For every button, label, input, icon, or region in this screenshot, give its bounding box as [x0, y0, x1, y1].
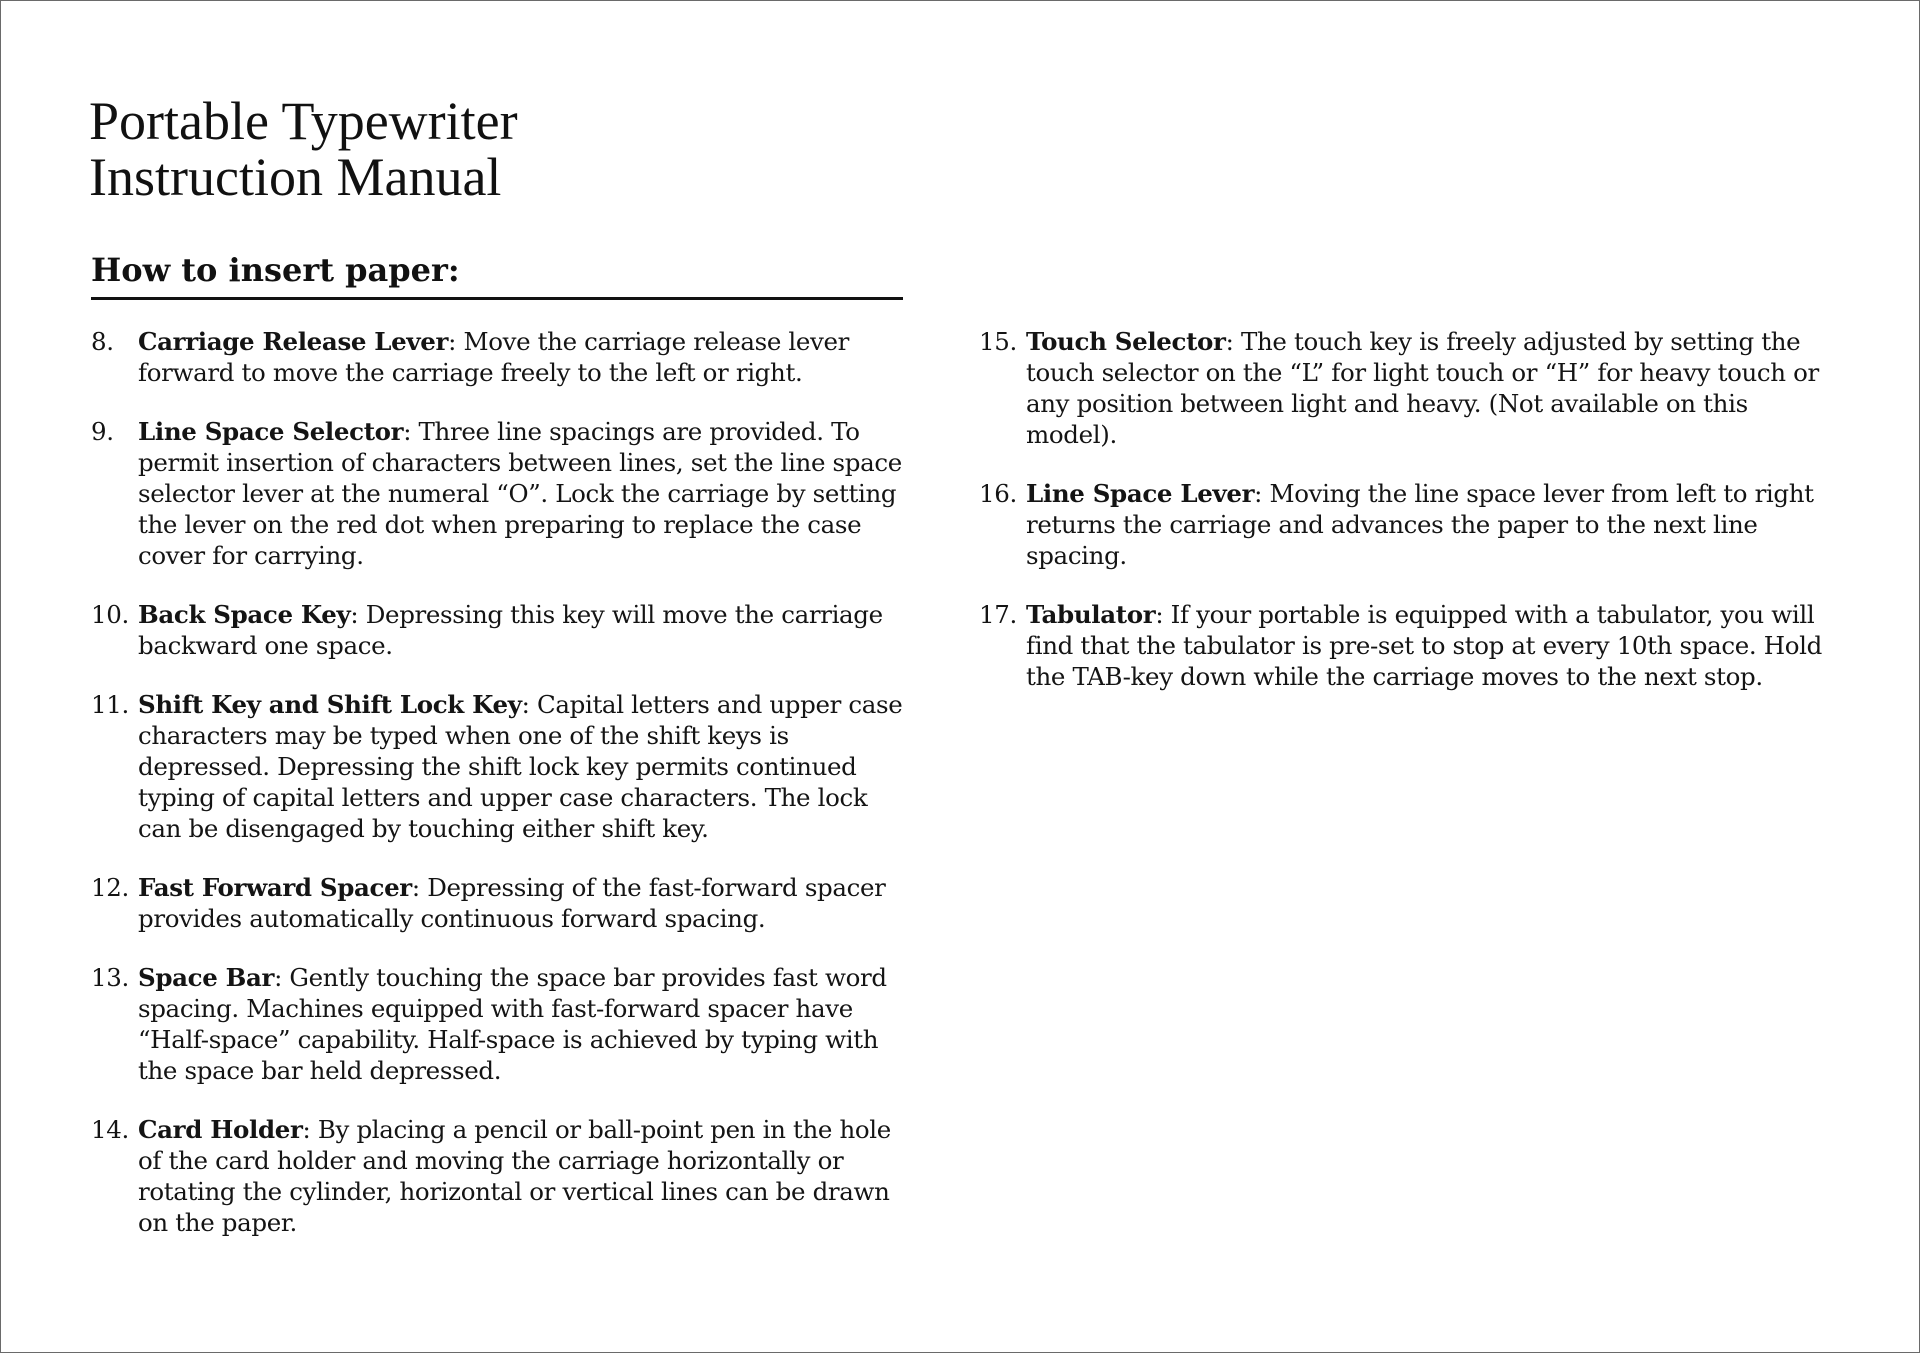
item-number: 13.	[91, 963, 129, 992]
item-text: : Three line spacings are provided. To permit insertion of characters between lines, set the line space selector lever at the numeral “O”. Lock the carriage by setting the lever on the red dot when preparing to replace the case cover for carrying.	[138, 417, 902, 570]
item-number: 15.	[979, 327, 1017, 356]
item-term: Line Space Lever	[1026, 479, 1255, 508]
section-heading: How to insert paper:	[91, 249, 903, 300]
instruction-item	[979, 326, 1839, 450]
page-title	[89, 93, 518, 205]
item-number: 17.	[979, 600, 1017, 629]
item-term: Card Holder	[138, 1115, 303, 1144]
page-title-line-1: Portable Typewriter	[89, 91, 518, 151]
item-term: Touch Selector	[1026, 327, 1226, 356]
item-text: : Depressing of the fast-forward spacer provides automatically continuous forward spacing.	[138, 873, 886, 933]
item-text: : Capital letters and upper case characters may be typed when one of the shift keys is depressed. Depressing the shift lock key permits continued typing of capital letters and upper case characters. The lock can be disengaged by touching either shift key.	[138, 690, 903, 843]
item-term: Tabulator	[1026, 600, 1156, 629]
item-number: 14.	[91, 1115, 129, 1144]
item-term: Fast Forward Spacer	[138, 873, 412, 902]
instruction-list-right	[979, 326, 1839, 720]
page-title-line-2: Instruction Manual	[89, 147, 502, 207]
item-text: : Moving the line space lever from left to right returns the carriage and advances the paper to the next line spacing.	[1026, 479, 1814, 570]
instruction-item	[91, 962, 911, 1086]
item-number: 12.	[91, 873, 129, 902]
item-number: 11.	[91, 690, 129, 719]
instruction-item	[91, 416, 911, 571]
item-number: 8.	[91, 327, 114, 356]
item-text: : Gently touching the space bar provides fast word spacing. Machines equipped with fast-forward spacer have “Half-space” capability. Half-space is achieved by typing with the space bar held depressed.	[138, 963, 887, 1085]
instruction-item	[91, 599, 911, 661]
item-term: Shift Key and Shift Lock Key	[138, 690, 522, 719]
item-term: Carriage Release Lever	[138, 327, 449, 356]
instruction-item	[91, 1114, 911, 1238]
instruction-item	[91, 326, 911, 388]
item-term: Line Space Selector	[138, 417, 404, 446]
item-number: 9.	[91, 417, 114, 446]
item-text: : Move the carriage release lever forward to move the carriage freely to the left or right.	[138, 327, 850, 387]
item-text: : By placing a pencil or ball-point pen in the hole of the card holder and moving the carriage horizontally or rotating the cylinder, horizontal or vertical lines can be drawn on the paper.	[138, 1115, 891, 1237]
item-text: : The touch key is freely adjusted by setting the touch selector on the “L” for light touch or “H” for heavy touch or any position between light and heavy. (Not available on this model).	[1026, 327, 1819, 449]
instruction-list-left	[91, 326, 911, 1266]
instruction-item	[979, 478, 1839, 571]
item-term: Back Space Key	[138, 600, 351, 629]
instruction-item	[91, 689, 911, 844]
item-text: : Depressing this key will move the carriage backward one space.	[138, 600, 883, 660]
instruction-item	[91, 872, 911, 934]
item-number: 16.	[979, 479, 1017, 508]
instruction-item	[979, 599, 1839, 692]
item-text: : If your portable is equipped with a tabulator, you will find that the tabulator is pre-set to stop at every 10th space. Hold the TAB-key down while the carriage moves to the next stop.	[1026, 600, 1822, 691]
item-number: 10.	[91, 600, 129, 629]
item-term: Space Bar	[138, 963, 275, 992]
